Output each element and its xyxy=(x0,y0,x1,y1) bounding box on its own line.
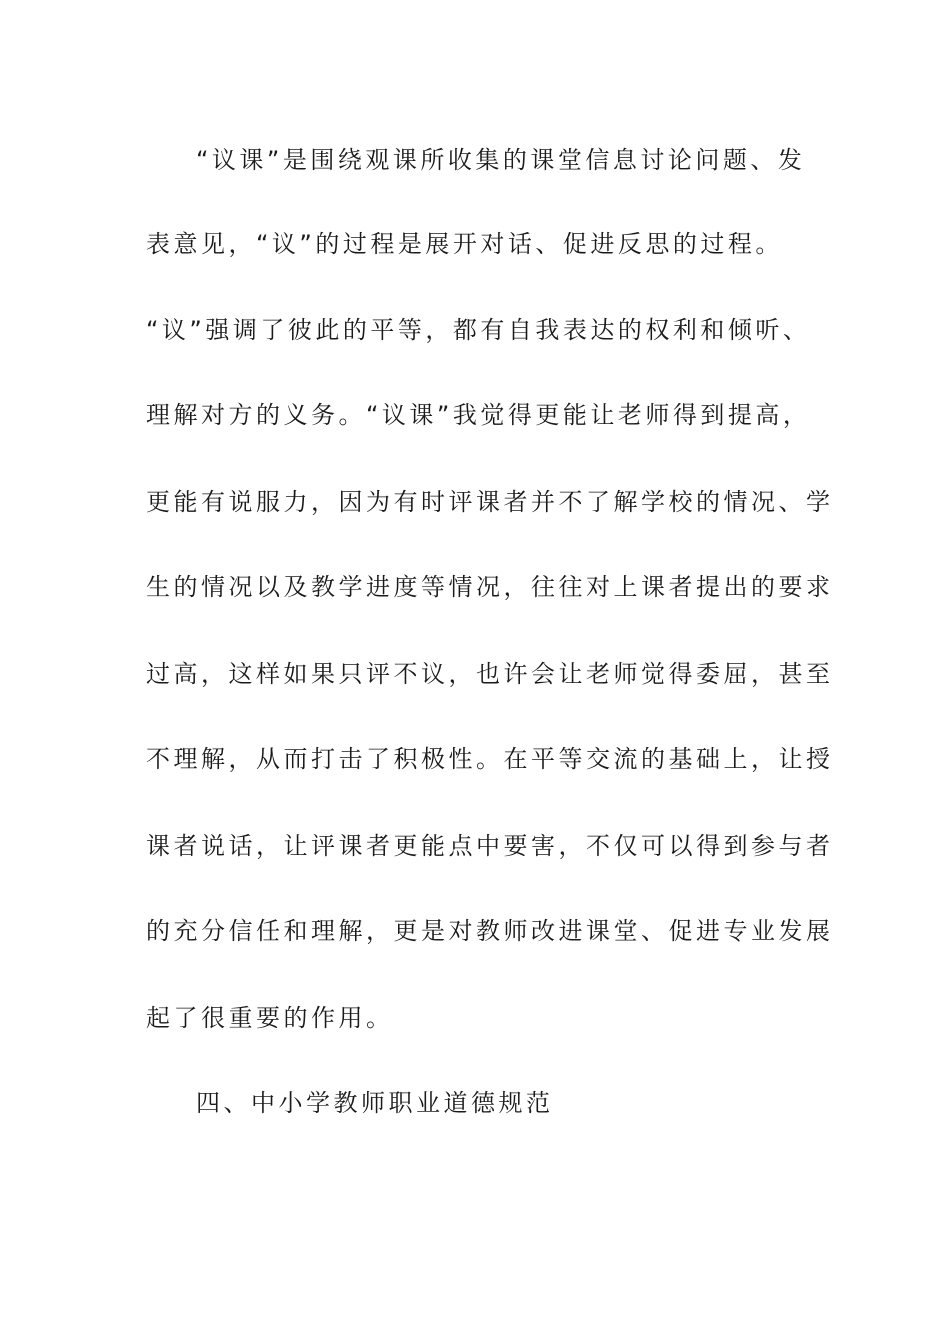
paragraph-line-2: 表意见，“议”的过程是展开对话、促进反思的过程。 xyxy=(146,230,783,258)
paragraph-line-4: 理解对方的义务。“议课”我觉得更能让老师得到提高， xyxy=(146,401,811,429)
paragraph-line-10: 的充分信任和理解，更是对教师改进课堂、促进专业发展 xyxy=(146,917,834,945)
paragraph-line-8: 不理解，从而打击了积极性。在平等交流的基础上，让授 xyxy=(146,745,834,773)
paragraph-line-9: 课者说话，让评课者更能点中要害，不仅可以得到参与者 xyxy=(146,832,834,860)
paragraph-line-7: 过高，这样如果只评不议，也许会让老师觉得委屈，甚至 xyxy=(146,660,834,688)
paragraph-line-1: “议课”是围绕观课所收集的课堂信息讨论问题、发 xyxy=(196,146,806,174)
section-heading: 四、中小学教师职业道德规范 xyxy=(196,1089,554,1117)
paragraph-line-6: 生的情况以及教学进度等情况，往往对上课者提出的要求 xyxy=(146,573,834,601)
paragraph-line-11: 起了很重要的作用。 xyxy=(146,1004,394,1032)
paragraph-line-5: 更能有说服力，因为有时评课者并不了解学校的情况、学 xyxy=(146,488,834,516)
paragraph-line-3: “议”强调了彼此的平等，都有自我表达的权利和倾听、 xyxy=(146,316,811,344)
